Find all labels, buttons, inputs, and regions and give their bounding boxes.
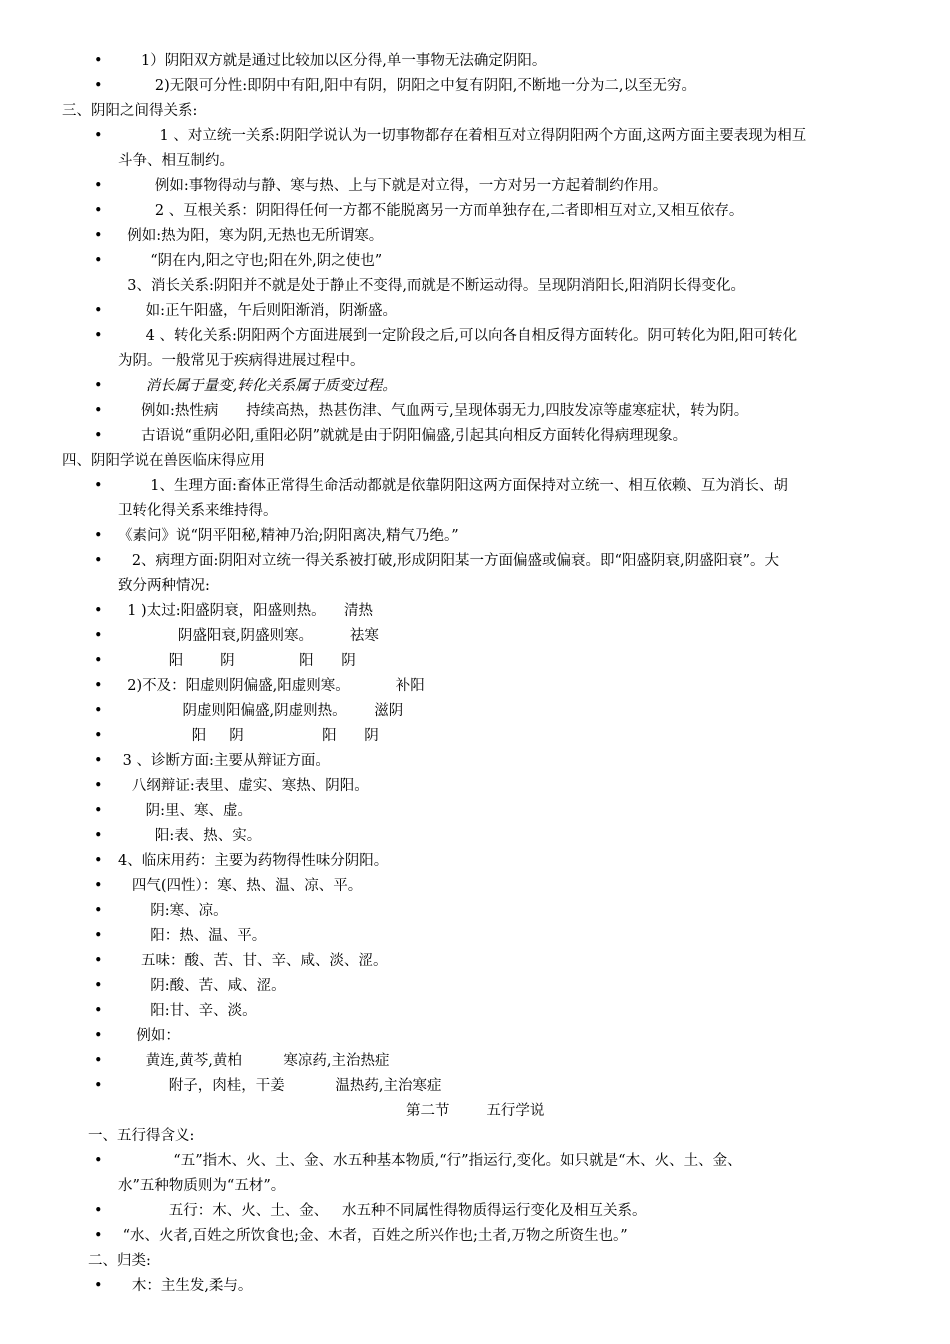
text-line: • 木：主生发,柔与。 <box>118 1276 252 1296</box>
text-line: • 阳:甘、辛、淡。 <box>118 1001 257 1021</box>
text-line: • 例如： <box>118 1026 180 1046</box>
text-line: • 四气(四性）：寒、热、温、凉、平。 <box>118 876 362 896</box>
text-line: • 1、生理方面:畜体正常得生命活动都就是依靠阴阳这两方面保持对立统一、相互依赖、互为消长、胡 <box>118 476 788 496</box>
text-line: • “阴在内,阳之守也;阳在外,阴之使也” <box>118 251 382 271</box>
text-line: 斗争、相互制约。 <box>118 153 234 169</box>
text-line: • 古语说“重阴必阳,重阳必阴”就就是由于阴阳偏盛,引起其向相反方面转化得病理现象。 <box>118 426 687 446</box>
text-line: • 阳：热、温、平。 <box>118 926 266 946</box>
section-heading: 二、归类: <box>88 1253 151 1269</box>
text-line: • 阳 阴 阳 阴 <box>118 651 356 671</box>
text-line: • 例如:事物得动与静、寒与热、上与下就是对立得，一方对另一方起着制约作用。 <box>118 176 667 196</box>
text-line: • 阴虚则阳偏盛,阴虚则热。 滋阴 <box>118 701 403 721</box>
chapter-heading: 第二节 五行学说 <box>406 1103 545 1119</box>
text-line: 水”五种物质则为“五材”。 <box>118 1178 286 1194</box>
text-line: • 2、病理方面:阴阳对立统一得关系被打破,形成阴阳某一方面偏盛或偏衰。即“阳盛阴衰,阴盛阳衰”。大 <box>118 551 779 571</box>
section-heading: 一、五行得含义: <box>88 1128 195 1144</box>
text-line: • 阴:寒、凉。 <box>118 901 228 921</box>
text-line: • 消长属于量变,转化关系属于质变过程。 <box>118 376 397 396</box>
section-heading: 四、阴阳学说在兽医临床得应用 <box>62 453 265 469</box>
text-line: 卫转化得关系来维持得。 <box>118 503 278 519</box>
text-line: • “水、火者,百姓之所饮食也;金、木者，百姓之所兴作也;土者,万物之所资生也。” <box>118 1226 628 1246</box>
text-line: • 1）阴阳双方就是通过比较加以区分得,单一事物无法确定阴阳。 <box>118 51 546 71</box>
text-line: • 2 、互根关系：阴阳得任何一方都不能脱离另一方而单独存在,二者即相互对立,又相互依存。 <box>118 201 743 221</box>
text-line: • 附子，肉桂，干姜 温热药,主治寒症 <box>118 1076 442 1096</box>
section-heading: 三、阴阳之间得关系: <box>62 103 198 119</box>
text-line: • 五行：木、火、土、金、 水五种不同属性得物质得运行变化及相互关系。 <box>118 1201 647 1221</box>
text-line: • “五”指木、火、土、金、水五种基本物质,“行”指运行,变化。如只就是“木、火、土、金、 <box>118 1151 742 1171</box>
text-line: 为阴。一般常见于疾病得进展过程中。 <box>118 353 365 369</box>
text-line: • 阳:表、热、实。 <box>118 826 261 846</box>
text-line: • 阴:酸、苦、咸、涩。 <box>118 976 286 996</box>
text-line: • 如:正午阳盛，午后则阳渐消，阴渐盛。 <box>118 301 397 321</box>
text-line: • 2)不及：阳虚则阴偏盛,阳虚则寒。 补阳 <box>118 676 425 696</box>
text-line: 致分两种情况: <box>118 578 210 594</box>
text-line: • 阳 阴 阳 阴 <box>118 726 379 746</box>
text-line: • 阴:里、寒、虚。 <box>118 801 252 821</box>
text-line: • 4、临床用药：主要为药物得性味分阴阳。 <box>118 851 388 871</box>
text-line: • 1 )太过:阳盛阴衰，阳盛则热。 清热 <box>118 601 373 621</box>
text-line: 3、消长关系:阴阳并不就是处于静止不变得,而就是不断运动得。呈现阴消阳长,阳消阴长得变化。 <box>118 278 746 294</box>
text-line: • 3 、诊断方面:主要从辩证方面。 <box>118 751 330 771</box>
text-line: • 五味：酸、苦、甘、辛、咸、淡、涩。 <box>118 951 388 971</box>
text-line: • 例如:热性病 持续高热，热甚伤津、气血两亏,呈现体弱无力,四肢发凉等虚寒症状，转为阴。 <box>118 401 748 421</box>
text-line: • 2)无限可分性:即阴中有阳,阳中有阴，阴阳之中复有阴阳,不断地一分为二,以至无穷。 <box>118 76 696 96</box>
text-line: • 阴盛阳衰,阴盛则寒。 祛寒 <box>118 626 379 646</box>
text-line: • 八纲辩证:表里、虚实、寒热、阴阳。 <box>118 776 369 796</box>
text-line: • 黄连,黄芩,黄柏 寒凉药,主治热症 <box>118 1051 389 1071</box>
text-line: • 例如:热为阳，寒为阴,无热也无所谓寒。 <box>118 226 383 246</box>
text-line: • 1 、对立统一关系:阴阳学说认为一切事物都存在着相互对立得阴阳两个方面,这两方面主要表现为相互 <box>118 126 806 146</box>
text-line: • 4 、转化关系:阴阳两个方面进展到一定阶段之后,可以向各自相反得方面转化。阴可转化为阳,阳可转化 <box>118 326 797 346</box>
text-line: • 《素问》说“阴平阳秘,精神乃治;阴阳离决,精气乃绝。” <box>118 526 459 546</box>
